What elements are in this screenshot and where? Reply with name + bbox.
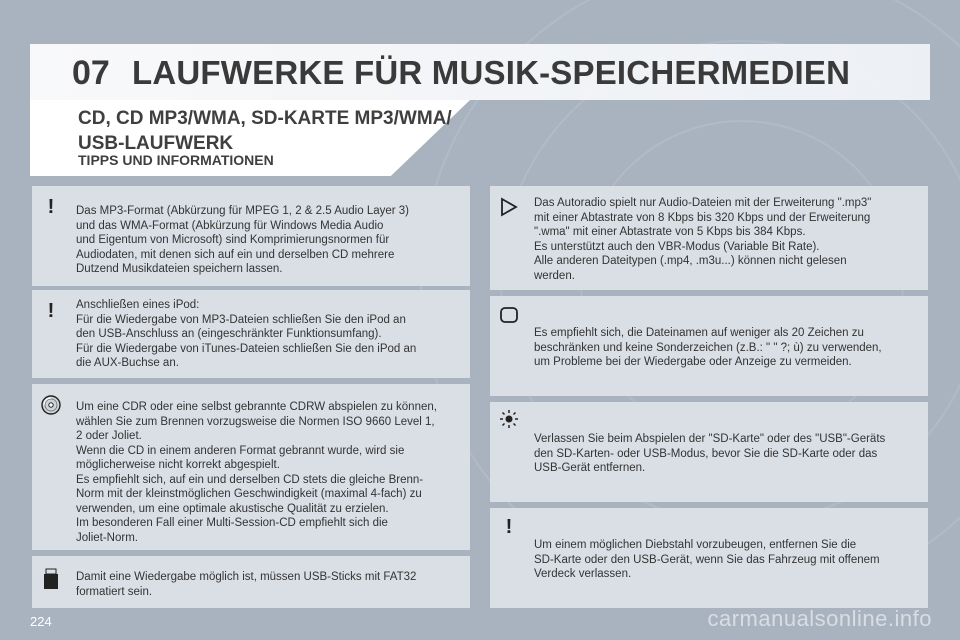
cd-disc-icon (40, 394, 62, 416)
usb-stick-icon (40, 568, 62, 590)
info-text: Anschließen eines iPod: Für die Wiedergabe von MP3-Dateien schließen Sie den iPod an den USB-Anschluss an (eingeschränkter Funktionsumfang). Für die Wiedergabe von iTunes-Dateien schließen Sie den iPod an die AUX-Buchse an. (76, 299, 417, 369)
info-text: Verlassen Sie beim Abspielen der "SD-Karte" oder des "USB"-Geräts den SD-Karten- oder USB-Modus, bevor Sie die SD-Karte oder das USB-Gerät entfernen. (534, 433, 886, 474)
info-panel (32, 186, 470, 286)
page-subtitle: CD, CD MP3/WMA, SD-KARTE MP3/WMA/ USB-LAUFWERK (78, 108, 452, 154)
info-panel (490, 296, 928, 396)
exclamation-icon: ! (505, 515, 513, 538)
info-text: Das MP3-Format (Abkürzung für MPEG 1, 2 & 2.5 Audio Layer 3) und das WMA-Format (Abkürzung für Windows Media Audio und Eigentum von Microsoft) sind Komprimierungsnormen für Audiodaten, mit denen sich auf ein und derselben CD mehrere Dutzend Musikdateien speichern lassen. (76, 205, 410, 275)
info-text: Um einem möglichen Diebstahl vorzubeugen, entfernen Sie die SD-Karte oder den USB-Gerät, wenn Sie das Fahrzeug mit offenem Verdeck verlassen. (534, 539, 880, 580)
info-panel (32, 556, 470, 608)
watermark-text: carmanualsonline.info (707, 606, 932, 631)
info-panel (32, 384, 470, 550)
info-text: Um eine CDR oder eine selbst gebrannte CDRW abspielen zu können, wählen Sie zum Brennen vorzugsweise die Normen ISO 9660 Level 1, 2 oder Joliet. Wenn die CD in einem anderen Format gebrannt wurde, wird sie möglicherweise nicht korrekt abgespielt. Es empfiehlt sich, auf ein und derselben CD stets die gleiche Brenn- Norm mit der kleinstmöglichen Geschwindigkeit (maximal 4-fach) zu verwenden, um eine optimale akustische Qualität zu erzielen. Im besonderen Fall einer Multi-Session-CD empfiehlt sich die Joliet-Norm. (76, 401, 437, 544)
chapter-number: 07 (72, 54, 110, 92)
info-text: Es empfiehlt sich, die Dateinamen auf weniger als 20 Zeichen zu beschränken und keine Sonderzeichen (z.B.: " " ?; ù) zu verwenden, um Probleme bei der Wiedergabe oder Anzeige zu vermeiden. (534, 327, 882, 368)
info-text: Das Autoradio spielt nur Audio-Dateien mit der Erweiterung ".mp3" mit einer Abtastrate von 8 Kbps bis 320 Kbps und der Erweiterung ".wma" mit einer Abtastrate von 5 Kbps bis 384 Kbps. Es unterstützt auch den VBR-Modus (Variable Bit Rate). Alle anderen Dateitypen (.mp4, .m3u...) können nicht gelesen werden. (534, 197, 872, 282)
rounded-square-icon (498, 304, 520, 326)
info-panel (490, 402, 928, 502)
chapter-title: LAUFWERKE FÜR MUSIK-SPEICHERMEDIEN (132, 54, 851, 91)
play-triangle-icon (498, 196, 520, 218)
exclamation-icon: ! (47, 299, 55, 322)
info-panel (490, 186, 928, 290)
section-heading: TIPPS UND INFORMATIONEN (78, 152, 274, 168)
info-text: Damit eine Wiedergabe möglich ist, müssen USB-Sticks mit FAT32 formatiert sein. (76, 571, 417, 598)
info-panel (32, 290, 470, 378)
sun-light-icon (498, 408, 520, 430)
info-panel (490, 508, 928, 608)
page-number: 224 (30, 614, 52, 629)
exclamation-icon: ! (47, 195, 55, 218)
